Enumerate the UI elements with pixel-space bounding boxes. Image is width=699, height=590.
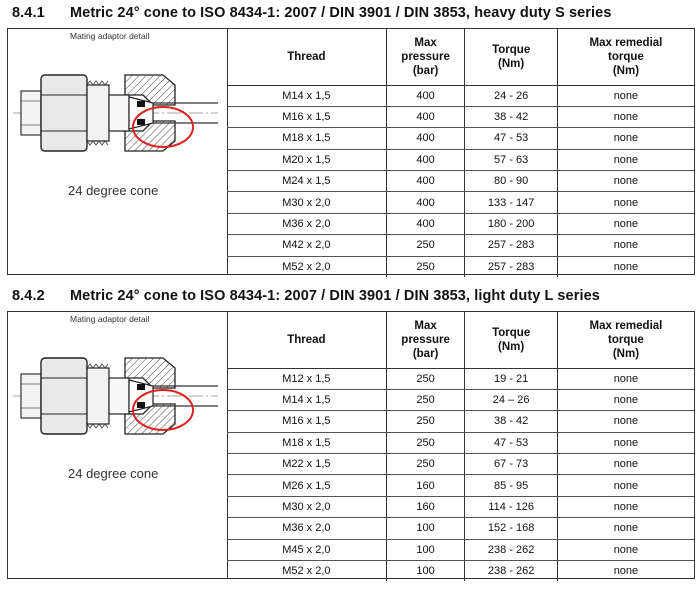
- diagram-cell: [8, 29, 228, 274]
- cell-thread: M12 x 1,5: [227, 368, 386, 389]
- section-heading: [12, 5, 612, 21]
- cell-remedial: none: [557, 389, 694, 410]
- table-row: [227, 432, 694, 453]
- cell-pressure: 250: [386, 411, 465, 432]
- cell-remedial: none: [557, 454, 694, 475]
- cell-remedial: none: [557, 411, 694, 432]
- col-max-remedial-torque: Max remedial torque (Nm): [557, 312, 694, 368]
- table-row: [227, 106, 694, 127]
- table-row: [227, 411, 694, 432]
- cell-torque: 57 - 63: [465, 149, 557, 170]
- cell-thread: M30 x 2,0: [227, 192, 386, 213]
- cell-remedial: none: [557, 539, 694, 560]
- table-row: [227, 256, 694, 277]
- table-row: [227, 235, 694, 256]
- cell-torque: 152 - 168: [465, 518, 557, 539]
- cell-pressure: 250: [386, 454, 465, 475]
- cell-thread: M16 x 1,5: [227, 411, 386, 432]
- col-torque: Torque (Nm): [465, 312, 557, 368]
- cell-thread: M26 x 1,5: [227, 475, 386, 496]
- cell-remedial: none: [557, 149, 694, 170]
- table-row: [227, 539, 694, 560]
- cell-thread: M14 x 1,5: [227, 85, 386, 106]
- diagram-cell: [8, 312, 228, 578]
- spec-table: [227, 29, 694, 277]
- section-title: Metric 24° cone to ISO 8434-1: 2007 / DIN 3901 / DIN 3853, heavy duty S series: [70, 5, 612, 21]
- cell-pressure: 250: [386, 368, 465, 389]
- table-row: [227, 192, 694, 213]
- cell-remedial: none: [557, 85, 694, 106]
- cell-thread: M30 x 2,0: [227, 496, 386, 517]
- cone-label: 24 degree cone: [68, 183, 159, 198]
- cell-thread: M36 x 2,0: [227, 213, 386, 234]
- col-max-remedial-torque: Max remedial torque (Nm): [557, 29, 694, 85]
- cell-pressure: 250: [386, 256, 465, 277]
- cell-pressure: 250: [386, 235, 465, 256]
- section-number: 8.4.1: [12, 5, 45, 21]
- cell-torque: 19 - 21: [465, 368, 557, 389]
- table-row: [227, 561, 694, 582]
- cell-torque: 24 – 26: [465, 389, 557, 410]
- spec-table-box: [7, 28, 695, 275]
- table-header-row: [227, 312, 694, 368]
- cell-torque: 238 - 262: [465, 561, 557, 582]
- table-row: [227, 171, 694, 192]
- cone-label: 24 degree cone: [68, 466, 159, 481]
- diagram-caption: Mating adaptor detail: [70, 314, 150, 324]
- table-row: [227, 128, 694, 149]
- cell-pressure: 160: [386, 496, 465, 517]
- cell-pressure: 160: [386, 475, 465, 496]
- cell-remedial: none: [557, 128, 694, 149]
- cell-torque: 85 - 95: [465, 475, 557, 496]
- cell-pressure: 250: [386, 389, 465, 410]
- cell-pressure: 400: [386, 171, 465, 192]
- col-thread: Thread: [227, 312, 386, 368]
- cell-thread: M14 x 1,5: [227, 389, 386, 410]
- cell-thread: M18 x 1,5: [227, 432, 386, 453]
- cell-torque: 80 - 90: [465, 171, 557, 192]
- section-number: 8.4.2: [12, 288, 45, 304]
- cell-thread: M36 x 2,0: [227, 518, 386, 539]
- cell-torque: 38 - 42: [465, 411, 557, 432]
- cell-pressure: 400: [386, 149, 465, 170]
- cell-pressure: 400: [386, 213, 465, 234]
- cell-torque: 67 - 73: [465, 454, 557, 475]
- table-row: [227, 389, 694, 410]
- cell-torque: 47 - 53: [465, 128, 557, 149]
- cell-remedial: none: [557, 518, 694, 539]
- cell-remedial: none: [557, 213, 694, 234]
- cell-thread: M42 x 2,0: [227, 235, 386, 256]
- cell-pressure: 400: [386, 85, 465, 106]
- spec-table-box: [7, 311, 695, 579]
- cell-pressure: 100: [386, 539, 465, 560]
- table-row: [227, 368, 694, 389]
- col-torque: Torque (Nm): [465, 29, 557, 85]
- cell-torque: 257 - 283: [465, 235, 557, 256]
- fitting-diagram: [13, 67, 218, 172]
- cell-remedial: none: [557, 192, 694, 213]
- section-title: Metric 24° cone to ISO 8434-1: 2007 / DIN 3901 / DIN 3853, light duty L series: [70, 288, 600, 304]
- cell-torque: 114 - 126: [465, 496, 557, 517]
- table-row: [227, 85, 694, 106]
- section-heading: [12, 288, 600, 304]
- fitting-diagram: [13, 350, 218, 455]
- cell-torque: 133 - 147: [465, 192, 557, 213]
- cell-remedial: none: [557, 475, 694, 496]
- col-max-pressure: Max pressure (bar): [386, 312, 465, 368]
- cell-thread: M16 x 1,5: [227, 106, 386, 127]
- cell-thread: M24 x 1,5: [227, 171, 386, 192]
- cell-thread: M45 x 2,0: [227, 539, 386, 560]
- cell-torque: 38 - 42: [465, 106, 557, 127]
- table-row: [227, 454, 694, 475]
- cell-remedial: none: [557, 256, 694, 277]
- table-row: [227, 149, 694, 170]
- cell-pressure: 250: [386, 432, 465, 453]
- cell-torque: 238 - 262: [465, 539, 557, 560]
- diagram-caption: Mating adaptor detail: [70, 31, 150, 41]
- cell-thread: M52 x 2,0: [282, 565, 331, 578]
- cell-remedial: none: [557, 171, 694, 192]
- col-thread: Thread: [227, 29, 386, 85]
- cell-remedial: none: [557, 496, 694, 517]
- cell-remedial: none: [557, 235, 694, 256]
- cell-torque: 24 - 26: [465, 85, 557, 106]
- col-max-pressure: Max pressure (bar): [386, 29, 465, 85]
- table-row: [227, 496, 694, 517]
- cell-pressure: 400: [386, 106, 465, 127]
- cell-thread: M22 x 1,5: [227, 454, 386, 475]
- table-row: [227, 213, 694, 234]
- cell-torque: 257 - 283: [465, 256, 557, 277]
- cell-thread: M18 x 1,5: [227, 128, 386, 149]
- cell-thread: M52 x 2,0: [282, 260, 331, 273]
- table-row: [227, 518, 694, 539]
- cell-remedial: none: [557, 368, 694, 389]
- table-header-row: [227, 29, 694, 85]
- cell-pressure: 400: [386, 128, 465, 149]
- cell-torque: 180 - 200: [465, 213, 557, 234]
- spec-table: [227, 312, 694, 581]
- cell-pressure: 100: [386, 518, 465, 539]
- cell-remedial: none: [557, 432, 694, 453]
- cell-remedial: none: [557, 106, 694, 127]
- table-row: [227, 475, 694, 496]
- cell-pressure: 100: [386, 561, 465, 582]
- cell-torque: 47 - 53: [465, 432, 557, 453]
- cell-pressure: 400: [386, 192, 465, 213]
- cell-thread: M20 x 1,5: [227, 149, 386, 170]
- cell-remedial: none: [557, 561, 694, 582]
